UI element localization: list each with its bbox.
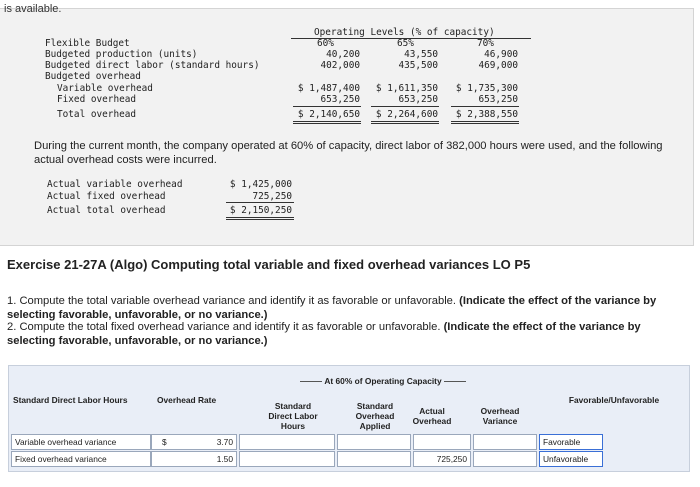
cell-value: 46,900 [484, 49, 518, 60]
total-rule [451, 121, 519, 124]
cell-value: $ 2,264,600 [375, 109, 438, 120]
cell-value: $ 1,611,350 [375, 83, 438, 94]
total-rule [371, 121, 439, 124]
header-std-dl-hours: Standard Direct Labor Hours [13, 395, 128, 405]
level-60: 60% [317, 38, 334, 49]
std-applied-input-variable[interactable] [337, 434, 411, 450]
std-hours-input-variable[interactable] [239, 434, 335, 450]
actual-value: $ 1,425,000 [229, 179, 292, 190]
cell-value: 435,500 [398, 60, 438, 71]
std-applied-input-fixed[interactable] [337, 451, 411, 467]
header-std-dl-hours-sub: Standard Direct Labor Hours [268, 401, 318, 431]
actual-value: $ 2,150,250 [229, 205, 292, 216]
row-label: Total overhead [57, 109, 137, 120]
actual-input-fixed[interactable]: 725,250 [413, 451, 471, 467]
question-1-text: 1. Compute the total variable overhead variance and identify it as favorable or unfavorable. [7, 295, 460, 307]
narrative-text: During the current month, the company operated at 60% of capacity, direct labor of 382,000 hours were used, and the following actual overhead costs were incurred. [34, 140, 663, 166]
row-label: Budgeted production (units) [45, 49, 198, 60]
level-65: 65% [397, 38, 414, 49]
subtotal-rule [451, 106, 519, 107]
cell-value: 653,250 [478, 94, 518, 105]
row-label-variable: Variable overhead variance [11, 434, 151, 450]
cell-value: $ 1,735,300 [455, 83, 518, 94]
total-rule [226, 217, 294, 220]
level-70: 70% [477, 38, 494, 49]
std-hours-input-fixed[interactable] [239, 451, 335, 467]
exercise-title: Exercise 21-27A (Algo) Computing total variable and fixed overhead variances LO P5 [7, 257, 531, 272]
actual-value: 725,250 [252, 191, 292, 202]
actual-label: Actual total overhead [47, 205, 166, 216]
subtotal-rule [226, 202, 294, 203]
actual-label: Actual fixed overhead [47, 191, 166, 202]
total-rule [293, 121, 361, 124]
cell-value: 653,250 [398, 94, 438, 105]
answer-grid [8, 365, 690, 472]
rate-input-variable[interactable] [151, 434, 237, 450]
operating-levels-header: Operating Levels (% of capacity) [314, 27, 495, 38]
currency-symbol: $ [162, 437, 167, 447]
cell-value: 40,200 [326, 49, 360, 60]
row-label: Flexible Budget [45, 38, 130, 49]
header-std-overhead-applied: Standard Overhead Applied [355, 401, 395, 431]
group-header: At 60% of Operating Capacity [263, 376, 503, 386]
cut-off-text: is available. [4, 3, 62, 15]
cell-value: 402,000 [320, 60, 360, 71]
question-1 [7, 294, 692, 322]
variance-input-variable[interactable] [473, 434, 537, 450]
cell-value: 653,250 [320, 94, 360, 105]
actual-label: Actual variable overhead [47, 179, 183, 190]
row-label-fixed: Fixed overhead variance [11, 451, 151, 467]
row-label: Variable overhead [57, 83, 153, 94]
effect-select-variable[interactable]: Favorable [539, 434, 603, 450]
cell-value: 469,000 [478, 60, 518, 71]
row-label: Budgeted direct labor (standard hours) [45, 60, 260, 71]
row-label: Fixed overhead [57, 94, 137, 105]
row-label: Budgeted overhead [45, 71, 141, 82]
header-actual-overhead: Actual Overhead [412, 406, 452, 426]
rate-value: 3.70 [216, 437, 233, 447]
header-overhead-variance: Overhead Variance [480, 406, 520, 426]
question-2-instruction: (Indicate the effect of the variance by selecting favorable, unfavorable, or no variance.) [7, 321, 641, 347]
question-2-text: 2. Compute the total fixed overhead variance and identify it as favorable or unfavorable. [7, 321, 444, 333]
cell-value: $ 1,487,400 [297, 83, 360, 94]
question-2 [7, 320, 692, 348]
cell-value: $ 2,140,650 [297, 109, 360, 120]
cell-value: 43,550 [404, 49, 438, 60]
rate-input-fixed[interactable] [151, 451, 237, 467]
variance-input-fixed[interactable] [473, 451, 537, 467]
effect-select-fixed[interactable]: Unfavorable [539, 451, 603, 467]
header-overhead-rate: Overhead Rate [157, 395, 217, 405]
subtotal-rule [371, 106, 439, 107]
question-1-instruction: (Indicate the effect of the variance by selecting favorable, unfavorable, or no variance.) [7, 295, 657, 321]
header-fav-unfav: Favorable/Unfavorable [568, 395, 660, 405]
cell-value: $ 2,388,550 [455, 109, 518, 120]
actual-input-variable[interactable] [413, 434, 471, 450]
subtotal-rule [293, 106, 361, 107]
rate-value: 1.50 [216, 454, 233, 464]
